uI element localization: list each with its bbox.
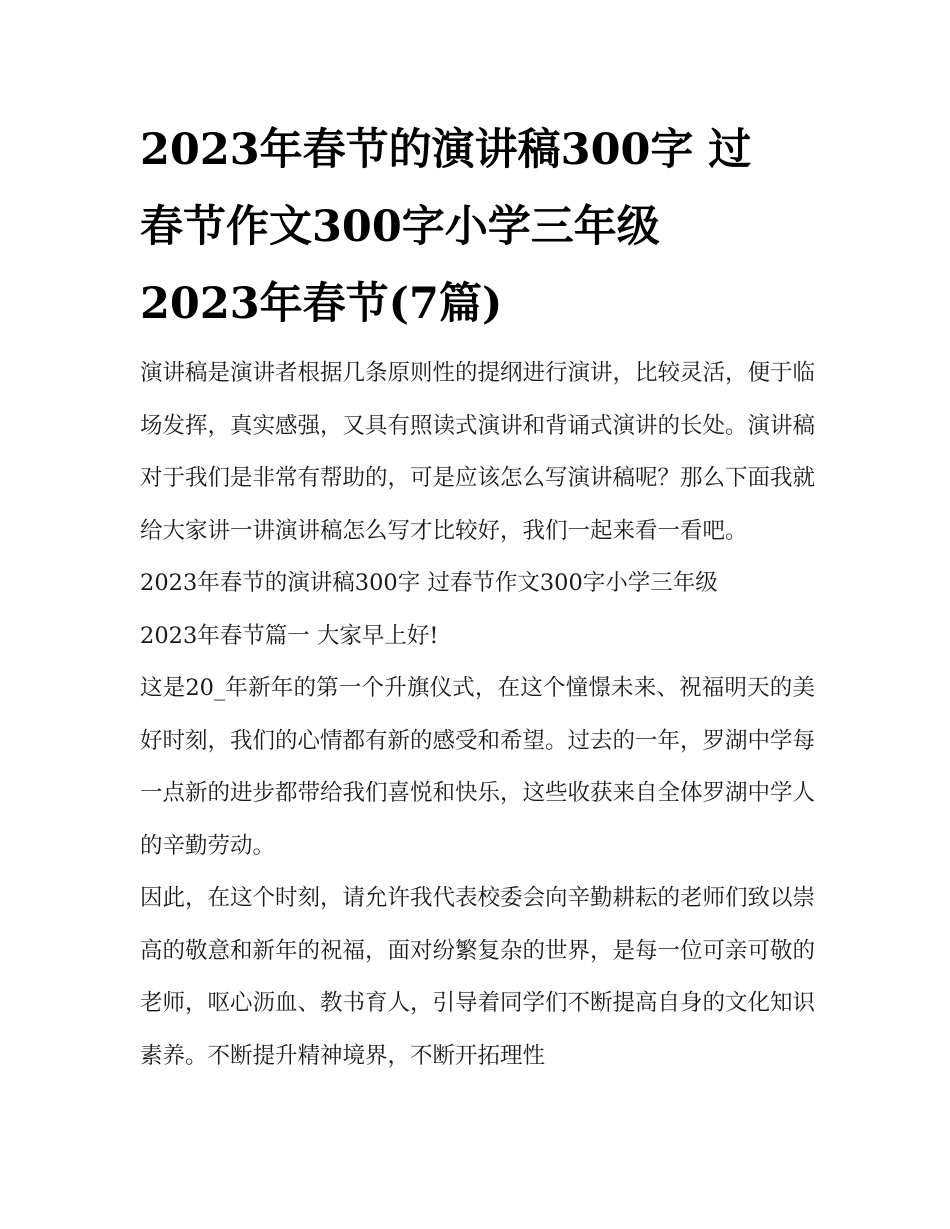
subtitle-paragraph: 2023年春节的演讲稿300字 过春节作文300字小学三年级 [140, 570, 718, 596]
body-paragraph-1: 这是20_年新年的第一个升旗仪式，在这个憧憬未来、祝福明天的美好时刻，我们的心情都有新的感受和希望。过去的一年，罗湖中学每一点新的进步都带给我们喜悦和快乐，这些收获来自全体罗湖中学人的辛勤劳动。 [140, 675, 816, 859]
intro-paragraph: 演讲稿是演讲者根据几条原则性的提纲进行演讲，比较灵活，便于临场发挥，真实感强，又具有照读式演讲和背诵式演讲的长处。演讲稿对于我们是非常有帮助的，可是应该怎么写演讲稿呢？那么下面我就给大家讲一讲演讲稿怎么写才比较好，我们一起来看一看吧。 [140, 360, 816, 544]
title-line-2: 春节作文300字小学三年级 [140, 202, 660, 252]
section-heading-paragraph: 2023年春节篇一 大家早上好! [140, 622, 439, 649]
title-line-1: 2023年春节的演讲稿300字 过 [140, 125, 752, 175]
document-page [140, 112, 815, 1082]
body-paragraph-2: 因此，在这个时刻，请允许我代表校委会向辛勤耕耘的老师们致以崇高的敬意和新年的祝福，面对纷繁复杂的世界，是每一位可亲可敬的老师，呕心沥血、教书育人，引导着同学们不断提高自身的文化知识素养。不断提升精神境界，不断开拓理性 [140, 885, 816, 1069]
title-line-3: 2023年春节(7篇) [140, 279, 503, 329]
document-title [140, 112, 815, 343]
